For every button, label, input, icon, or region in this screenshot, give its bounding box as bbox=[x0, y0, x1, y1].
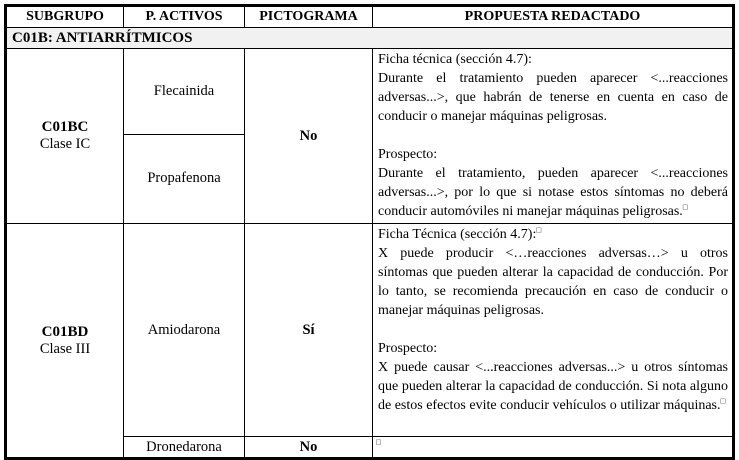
pictograma-value-c01bc: No bbox=[245, 49, 373, 224]
prospecto-heading: Prospecto: bbox=[378, 147, 438, 162]
footnote-marker: □ bbox=[536, 225, 542, 235]
active-substance-propafenona: Propafenona bbox=[124, 134, 245, 223]
col-header-pictograma: PICTOGRAMA bbox=[245, 6, 373, 28]
pictograma-value-amiodarona: Sí bbox=[245, 224, 373, 437]
col-header-subgrupo: SUBGRUPO bbox=[6, 6, 124, 28]
ficha-tecnica-text: Durante el tratamiento pueden aparecer <...reacciones adversas...>, que habrán de tenerse en cuenta en caso de conducir o manejar máquinas peligrosas. bbox=[378, 71, 728, 124]
propuesta-cell-dronedarona bbox=[373, 437, 734, 459]
footnote-marker: □ bbox=[682, 202, 688, 212]
ficha-tecnica-text: X puede producir <…reacciones adversas…> u otros síntomas que pueden alterar la capacidad de conducción. Por lo tanto, se recomienda precaución en caso de conducir o manejar máquinas peligrosas. bbox=[378, 246, 728, 318]
prospecto-text-body: X puede causar <...reacciones adversas...> u otros síntomas que pueden alterar la capacidad de conducción. Si nota alguno de estos efectos evite conducir vehículos o utilizar máquinas. bbox=[378, 360, 728, 413]
footnote-marker: □ bbox=[376, 437, 381, 447]
prospecto-heading: Prospecto: bbox=[378, 341, 438, 356]
table-row bbox=[6, 224, 734, 437]
subgroup-class: Clase III bbox=[39, 340, 91, 357]
subgroup-code: C01BD bbox=[41, 323, 89, 340]
group-band-row bbox=[6, 28, 734, 49]
ficha-tecnica-heading bbox=[378, 225, 728, 244]
propuesta-cell-c01bd bbox=[373, 224, 734, 437]
active-substance-dronedarona: Dronedarona bbox=[124, 437, 245, 459]
group-band-c01b: C01B: ANTIARRÍTMICOS bbox=[6, 28, 734, 49]
prospecto-text bbox=[378, 358, 728, 415]
subgroup-cell-c01bd bbox=[6, 224, 124, 459]
header-row bbox=[6, 6, 734, 28]
ficha-tecnica-heading: Ficha técnica (sección 4.7): bbox=[378, 52, 532, 67]
footnote-marker: □ bbox=[720, 396, 726, 406]
active-substance-amiodarona: Amiodarona bbox=[124, 224, 245, 437]
antiarrhythmics-table bbox=[4, 4, 735, 460]
prospecto-text-body: Durante el tratamiento, pueden aparecer <...reacciones adversas...>, por lo que si notase estos síntomas no deberá conducir automóviles ni manejar máquinas peligrosas. bbox=[378, 166, 728, 219]
col-header-p-activos: P. ACTIVOS bbox=[124, 6, 245, 28]
col-header-propuesta-redactado: PROPUESTA REDACTADO bbox=[373, 6, 734, 28]
pictograma-value-dronedarona: No bbox=[245, 437, 373, 459]
table-row bbox=[6, 49, 734, 135]
ficha-tecnica-heading-text: Ficha Técnica (sección 4.7): bbox=[378, 227, 537, 242]
subgroup-class: Clase IC bbox=[39, 136, 91, 152]
active-substance-flecainida: Flecainida bbox=[124, 49, 245, 135]
subgroup-cell-c01bc bbox=[6, 49, 124, 224]
subgroup-code: C01BC bbox=[41, 119, 89, 135]
propuesta-cell-c01bc bbox=[373, 49, 734, 224]
prospecto-text bbox=[378, 164, 728, 221]
